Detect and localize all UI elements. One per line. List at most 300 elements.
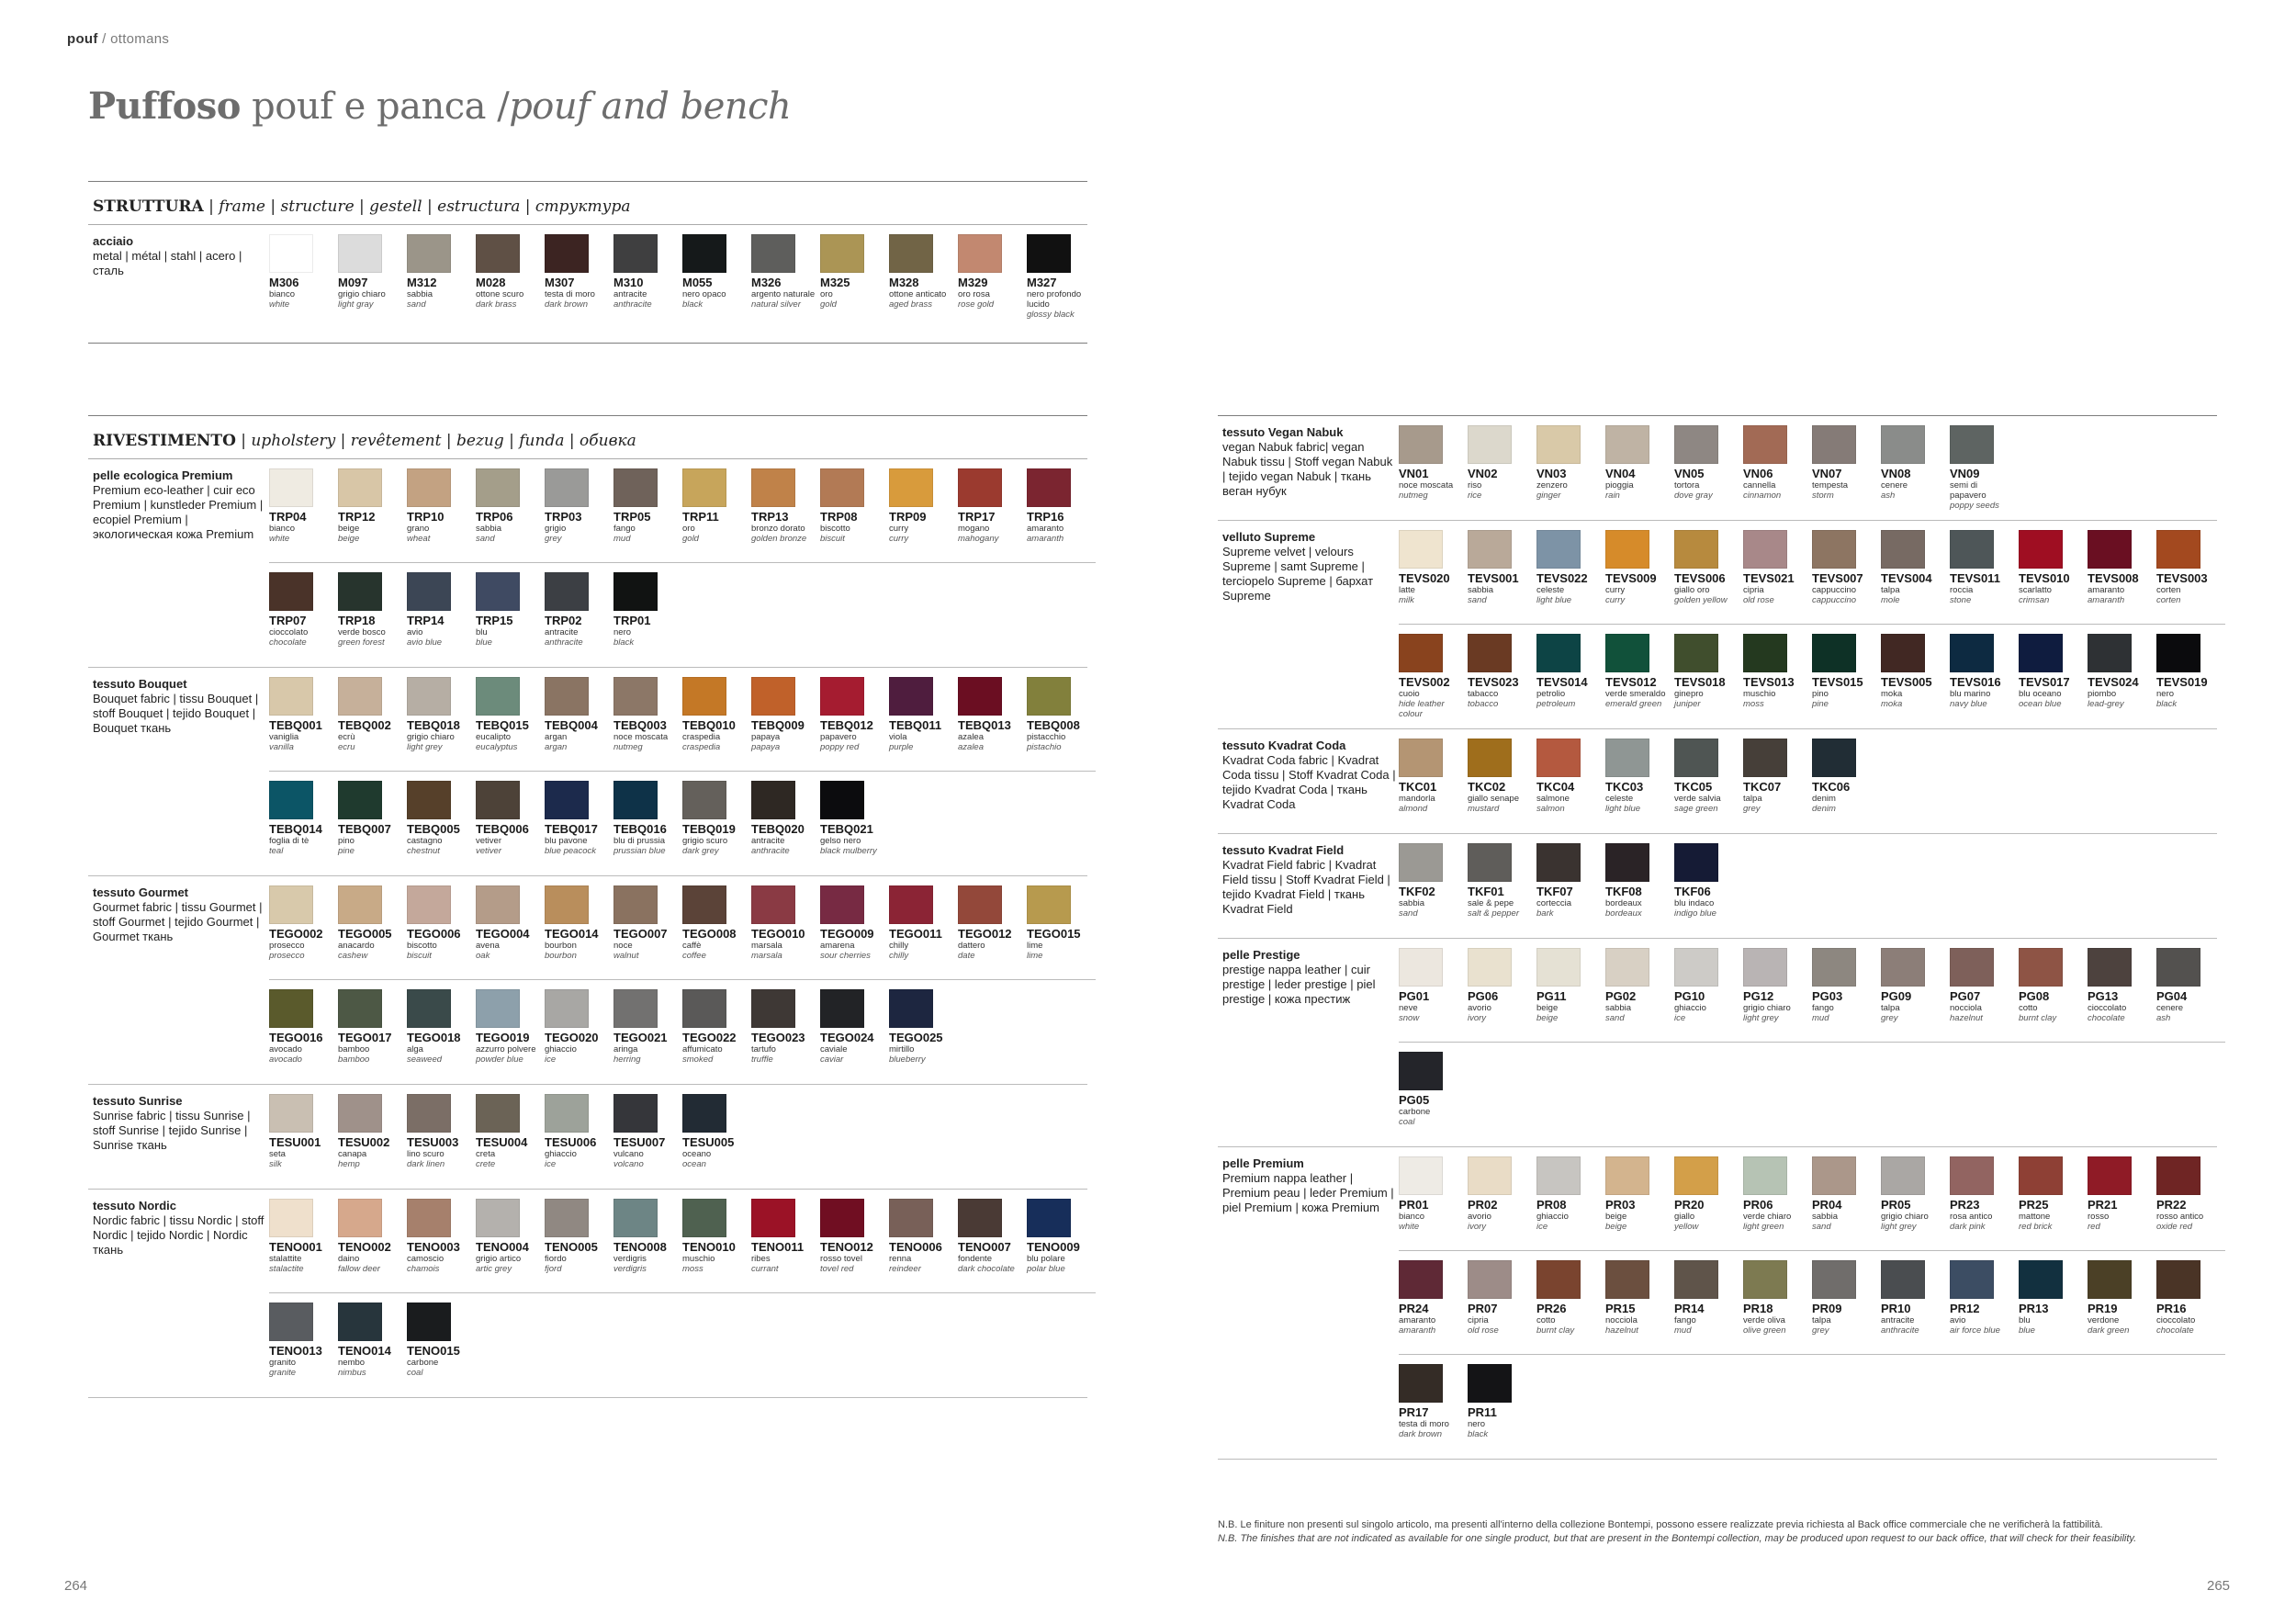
color-chip[interactable] bbox=[476, 1199, 520, 1237]
color-chip[interactable] bbox=[1950, 425, 1994, 464]
color-chip[interactable] bbox=[820, 677, 864, 716]
color-chip[interactable] bbox=[269, 1199, 313, 1237]
color-chip[interactable] bbox=[1399, 1052, 1443, 1090]
color-chip[interactable] bbox=[1536, 1156, 1581, 1195]
swatch-pr17[interactable] bbox=[1399, 1364, 1468, 1449]
swatch-pr10[interactable] bbox=[1881, 1260, 1950, 1345]
color-chip[interactable] bbox=[1399, 530, 1443, 569]
color-chip[interactable] bbox=[338, 1303, 382, 1341]
swatch-trp17[interactable] bbox=[958, 468, 1027, 553]
swatch-tevs024[interactable] bbox=[2088, 634, 2156, 719]
color-chip[interactable] bbox=[1536, 530, 1581, 569]
swatch-trp02[interactable] bbox=[545, 572, 613, 658]
swatch-pg13[interactable] bbox=[2088, 948, 2156, 1032]
swatch-tevs004[interactable] bbox=[1881, 530, 1950, 615]
color-chip[interactable] bbox=[1743, 948, 1787, 987]
swatch-tkf06[interactable] bbox=[1674, 843, 1743, 929]
color-chip[interactable] bbox=[476, 989, 520, 1028]
color-chip[interactable] bbox=[1674, 425, 1718, 464]
color-chip[interactable] bbox=[613, 1199, 658, 1237]
swatch-tego024[interactable] bbox=[820, 989, 889, 1075]
color-chip[interactable] bbox=[338, 781, 382, 819]
swatch-tkc04[interactable] bbox=[1536, 739, 1605, 824]
swatch-pg11[interactable] bbox=[1536, 948, 1605, 1032]
color-chip[interactable] bbox=[751, 989, 795, 1028]
swatch-pr11[interactable] bbox=[1468, 1364, 1536, 1449]
color-chip[interactable] bbox=[1743, 530, 1787, 569]
color-chip[interactable] bbox=[476, 572, 520, 611]
color-chip[interactable] bbox=[751, 234, 795, 273]
color-chip[interactable] bbox=[269, 781, 313, 819]
color-chip[interactable] bbox=[751, 468, 795, 507]
color-chip[interactable] bbox=[545, 885, 589, 924]
swatch-pr16[interactable] bbox=[2156, 1260, 2225, 1345]
swatch-pr21[interactable] bbox=[2088, 1156, 2156, 1241]
color-chip[interactable] bbox=[958, 677, 1002, 716]
color-chip[interactable] bbox=[1605, 739, 1649, 777]
color-chip[interactable] bbox=[1399, 1156, 1443, 1195]
swatch-pr19[interactable] bbox=[2088, 1260, 2156, 1345]
swatch-m326[interactable] bbox=[751, 234, 820, 333]
swatch-tego011[interactable] bbox=[889, 885, 958, 970]
swatch-pg09[interactable] bbox=[1881, 948, 1950, 1032]
color-chip[interactable] bbox=[407, 989, 451, 1028]
color-chip[interactable] bbox=[820, 989, 864, 1028]
swatch-tesu001[interactable] bbox=[269, 1094, 338, 1179]
swatch-vn08[interactable] bbox=[1881, 425, 1950, 511]
color-chip[interactable] bbox=[1536, 634, 1581, 672]
swatch-tevs023[interactable] bbox=[1468, 634, 1536, 719]
color-chip[interactable] bbox=[2156, 530, 2200, 569]
swatch-teno008[interactable] bbox=[613, 1199, 682, 1283]
swatch-tkf01[interactable] bbox=[1468, 843, 1536, 929]
swatch-tego014[interactable] bbox=[545, 885, 613, 970]
swatch-tesu005[interactable] bbox=[682, 1094, 751, 1179]
swatch-tevs003[interactable] bbox=[2156, 530, 2225, 615]
swatch-vn07[interactable] bbox=[1812, 425, 1881, 511]
swatch-tesu004[interactable] bbox=[476, 1094, 545, 1179]
swatch-tevs009[interactable] bbox=[1605, 530, 1674, 615]
color-chip[interactable] bbox=[1743, 739, 1787, 777]
swatch-m055[interactable] bbox=[682, 234, 751, 333]
swatch-tesu003[interactable] bbox=[407, 1094, 476, 1179]
color-chip[interactable] bbox=[889, 468, 933, 507]
color-chip[interactable] bbox=[820, 885, 864, 924]
swatch-tebq007[interactable] bbox=[338, 781, 407, 866]
swatch-pr07[interactable] bbox=[1468, 1260, 1536, 1345]
swatch-teno007[interactable] bbox=[958, 1199, 1027, 1283]
color-chip[interactable] bbox=[1399, 1364, 1443, 1403]
color-chip[interactable] bbox=[682, 468, 726, 507]
swatch-tebq003[interactable] bbox=[613, 677, 682, 761]
color-chip[interactable] bbox=[1605, 1260, 1649, 1299]
color-chip[interactable] bbox=[1674, 1260, 1718, 1299]
color-chip[interactable] bbox=[338, 468, 382, 507]
swatch-tkf07[interactable] bbox=[1536, 843, 1605, 929]
color-chip[interactable] bbox=[1468, 843, 1512, 882]
color-chip[interactable] bbox=[1536, 948, 1581, 987]
swatch-tebq012[interactable] bbox=[820, 677, 889, 761]
swatch-tego018[interactable] bbox=[407, 989, 476, 1075]
swatch-trp15[interactable] bbox=[476, 572, 545, 658]
swatch-tego023[interactable] bbox=[751, 989, 820, 1075]
swatch-trp10[interactable] bbox=[407, 468, 476, 553]
swatch-teno011[interactable] bbox=[751, 1199, 820, 1283]
color-chip[interactable] bbox=[682, 677, 726, 716]
swatch-teno003[interactable] bbox=[407, 1199, 476, 1283]
swatch-pr20[interactable] bbox=[1674, 1156, 1743, 1241]
swatch-tkc02[interactable] bbox=[1468, 739, 1536, 824]
color-chip[interactable] bbox=[889, 1199, 933, 1237]
color-chip[interactable] bbox=[338, 572, 382, 611]
color-chip[interactable] bbox=[269, 234, 313, 273]
color-chip[interactable] bbox=[2088, 1260, 2132, 1299]
swatch-trp08[interactable] bbox=[820, 468, 889, 553]
swatch-tevs017[interactable] bbox=[2019, 634, 2088, 719]
swatch-tego004[interactable] bbox=[476, 885, 545, 970]
swatch-tevs008[interactable] bbox=[2088, 530, 2156, 615]
swatch-pr06[interactable] bbox=[1743, 1156, 1812, 1241]
color-chip[interactable] bbox=[407, 885, 451, 924]
swatch-tego019[interactable] bbox=[476, 989, 545, 1075]
color-chip[interactable] bbox=[1605, 530, 1649, 569]
color-chip[interactable] bbox=[889, 885, 933, 924]
color-chip[interactable] bbox=[958, 468, 1002, 507]
swatch-tego022[interactable] bbox=[682, 989, 751, 1075]
color-chip[interactable] bbox=[407, 234, 451, 273]
color-chip[interactable] bbox=[1812, 530, 1856, 569]
color-chip[interactable] bbox=[545, 572, 589, 611]
color-chip[interactable] bbox=[269, 885, 313, 924]
swatch-trp03[interactable] bbox=[545, 468, 613, 553]
color-chip[interactable] bbox=[1950, 530, 1994, 569]
swatch-teno010[interactable] bbox=[682, 1199, 751, 1283]
color-chip[interactable] bbox=[2156, 634, 2200, 672]
swatch-teno004[interactable] bbox=[476, 1199, 545, 1283]
color-chip[interactable] bbox=[1605, 1156, 1649, 1195]
color-chip[interactable] bbox=[1027, 234, 1071, 273]
color-chip[interactable] bbox=[1743, 1260, 1787, 1299]
color-chip[interactable] bbox=[2019, 948, 2063, 987]
color-chip[interactable] bbox=[1468, 425, 1512, 464]
color-chip[interactable] bbox=[1812, 948, 1856, 987]
swatch-m327[interactable] bbox=[1027, 234, 1096, 333]
color-chip[interactable] bbox=[1536, 739, 1581, 777]
swatch-m329[interactable] bbox=[958, 234, 1027, 333]
swatch-tebq010[interactable] bbox=[682, 677, 751, 761]
swatch-tevs021[interactable] bbox=[1743, 530, 1812, 615]
swatch-tego016[interactable] bbox=[269, 989, 338, 1075]
swatch-pr03[interactable] bbox=[1605, 1156, 1674, 1241]
color-chip[interactable] bbox=[751, 1199, 795, 1237]
color-chip[interactable] bbox=[1950, 1156, 1994, 1195]
swatch-tebq002[interactable] bbox=[338, 677, 407, 761]
swatch-tesu006[interactable] bbox=[545, 1094, 613, 1179]
color-chip[interactable] bbox=[682, 234, 726, 273]
color-chip[interactable] bbox=[1468, 1364, 1512, 1403]
color-chip[interactable] bbox=[545, 989, 589, 1028]
swatch-teno002[interactable] bbox=[338, 1199, 407, 1283]
swatch-teno001[interactable] bbox=[269, 1199, 338, 1283]
swatch-pr04[interactable] bbox=[1812, 1156, 1881, 1241]
swatch-pr05[interactable] bbox=[1881, 1156, 1950, 1241]
swatch-vn04[interactable] bbox=[1605, 425, 1674, 511]
color-chip[interactable] bbox=[613, 989, 658, 1028]
swatch-tevs022[interactable] bbox=[1536, 530, 1605, 615]
swatch-vn01[interactable] bbox=[1399, 425, 1468, 511]
color-chip[interactable] bbox=[1605, 948, 1649, 987]
color-chip[interactable] bbox=[820, 781, 864, 819]
swatch-teno006[interactable] bbox=[889, 1199, 958, 1283]
swatch-tkc07[interactable] bbox=[1743, 739, 1812, 824]
color-chip[interactable] bbox=[751, 677, 795, 716]
color-chip[interactable] bbox=[682, 885, 726, 924]
color-chip[interactable] bbox=[269, 468, 313, 507]
color-chip[interactable] bbox=[476, 234, 520, 273]
swatch-tebq001[interactable] bbox=[269, 677, 338, 761]
color-chip[interactable] bbox=[1674, 530, 1718, 569]
color-chip[interactable] bbox=[682, 989, 726, 1028]
swatch-teno013[interactable] bbox=[269, 1303, 338, 1388]
color-chip[interactable] bbox=[407, 781, 451, 819]
swatch-pr14[interactable] bbox=[1674, 1260, 1743, 1345]
color-chip[interactable] bbox=[338, 677, 382, 716]
color-chip[interactable] bbox=[1027, 1199, 1071, 1237]
swatch-m312[interactable] bbox=[407, 234, 476, 333]
color-chip[interactable] bbox=[1812, 425, 1856, 464]
swatch-pr23[interactable] bbox=[1950, 1156, 2019, 1241]
swatch-tego017[interactable] bbox=[338, 989, 407, 1075]
swatch-pg10[interactable] bbox=[1674, 948, 1743, 1032]
color-chip[interactable] bbox=[1812, 1156, 1856, 1195]
swatch-tevs010[interactable] bbox=[2019, 530, 2088, 615]
color-chip[interactable] bbox=[2019, 634, 2063, 672]
color-chip[interactable] bbox=[1743, 1156, 1787, 1195]
swatch-tesu007[interactable] bbox=[613, 1094, 682, 1179]
swatch-pr15[interactable] bbox=[1605, 1260, 1674, 1345]
swatch-tevs014[interactable] bbox=[1536, 634, 1605, 719]
swatch-vn09[interactable] bbox=[1950, 425, 2019, 511]
color-chip[interactable] bbox=[2019, 1156, 2063, 1195]
color-chip[interactable] bbox=[1674, 634, 1718, 672]
color-chip[interactable] bbox=[545, 1199, 589, 1237]
color-chip[interactable] bbox=[338, 885, 382, 924]
color-chip[interactable] bbox=[613, 781, 658, 819]
swatch-teno014[interactable] bbox=[338, 1303, 407, 1388]
color-chip[interactable] bbox=[2156, 1156, 2200, 1195]
swatch-tevs006[interactable] bbox=[1674, 530, 1743, 615]
color-chip[interactable] bbox=[1468, 948, 1512, 987]
swatch-tesu002[interactable] bbox=[338, 1094, 407, 1179]
swatch-pg02[interactable] bbox=[1605, 948, 1674, 1032]
color-chip[interactable] bbox=[682, 1094, 726, 1133]
swatch-tego015[interactable] bbox=[1027, 885, 1096, 970]
color-chip[interactable] bbox=[1399, 948, 1443, 987]
swatch-pg08[interactable] bbox=[2019, 948, 2088, 1032]
color-chip[interactable] bbox=[2019, 1260, 2063, 1299]
swatch-tkf08[interactable] bbox=[1605, 843, 1674, 929]
color-chip[interactable] bbox=[407, 468, 451, 507]
color-chip[interactable] bbox=[269, 1303, 313, 1341]
swatch-tevs016[interactable] bbox=[1950, 634, 2019, 719]
swatch-pr25[interactable] bbox=[2019, 1156, 2088, 1241]
swatch-tego002[interactable] bbox=[269, 885, 338, 970]
color-chip[interactable] bbox=[545, 1094, 589, 1133]
swatch-pr12[interactable] bbox=[1950, 1260, 2019, 1345]
swatch-tevs012[interactable] bbox=[1605, 634, 1674, 719]
color-chip[interactable] bbox=[1536, 843, 1581, 882]
color-chip[interactable] bbox=[1743, 425, 1787, 464]
color-chip[interactable] bbox=[1468, 530, 1512, 569]
swatch-trp04[interactable] bbox=[269, 468, 338, 553]
color-chip[interactable] bbox=[338, 234, 382, 273]
swatch-pr02[interactable] bbox=[1468, 1156, 1536, 1241]
swatch-tevs018[interactable] bbox=[1674, 634, 1743, 719]
color-chip[interactable] bbox=[1536, 1260, 1581, 1299]
color-chip[interactable] bbox=[407, 677, 451, 716]
swatch-tebq015[interactable] bbox=[476, 677, 545, 761]
swatch-m097[interactable] bbox=[338, 234, 407, 333]
swatch-pg03[interactable] bbox=[1812, 948, 1881, 1032]
color-chip[interactable] bbox=[1881, 634, 1925, 672]
color-chip[interactable] bbox=[1468, 1156, 1512, 1195]
color-chip[interactable] bbox=[407, 1199, 451, 1237]
color-chip[interactable] bbox=[1468, 1260, 1512, 1299]
swatch-tebq020[interactable] bbox=[751, 781, 820, 866]
swatch-vn03[interactable] bbox=[1536, 425, 1605, 511]
color-chip[interactable] bbox=[958, 885, 1002, 924]
swatch-tebq004[interactable] bbox=[545, 677, 613, 761]
swatch-tevs001[interactable] bbox=[1468, 530, 1536, 615]
color-chip[interactable] bbox=[1881, 530, 1925, 569]
swatch-pr08[interactable] bbox=[1536, 1156, 1605, 1241]
swatch-tebq005[interactable] bbox=[407, 781, 476, 866]
swatch-tego008[interactable] bbox=[682, 885, 751, 970]
color-chip[interactable] bbox=[1027, 885, 1071, 924]
color-chip[interactable] bbox=[889, 989, 933, 1028]
color-chip[interactable] bbox=[1399, 425, 1443, 464]
color-chip[interactable] bbox=[1812, 634, 1856, 672]
swatch-pr01[interactable] bbox=[1399, 1156, 1468, 1241]
swatch-tkc05[interactable] bbox=[1674, 739, 1743, 824]
swatch-trp18[interactable] bbox=[338, 572, 407, 658]
color-chip[interactable] bbox=[2088, 530, 2132, 569]
color-chip[interactable] bbox=[2088, 634, 2132, 672]
color-chip[interactable] bbox=[545, 234, 589, 273]
swatch-tevs011[interactable] bbox=[1950, 530, 2019, 615]
color-chip[interactable] bbox=[1881, 425, 1925, 464]
color-chip[interactable] bbox=[1743, 634, 1787, 672]
swatch-tebq014[interactable] bbox=[269, 781, 338, 866]
color-chip[interactable] bbox=[613, 468, 658, 507]
color-chip[interactable] bbox=[1605, 843, 1649, 882]
swatch-tego005[interactable] bbox=[338, 885, 407, 970]
color-chip[interactable] bbox=[751, 781, 795, 819]
swatch-pr13[interactable] bbox=[2019, 1260, 2088, 1345]
swatch-trp11[interactable] bbox=[682, 468, 751, 553]
color-chip[interactable] bbox=[1881, 948, 1925, 987]
color-chip[interactable] bbox=[682, 1199, 726, 1237]
swatch-pr09[interactable] bbox=[1812, 1260, 1881, 1345]
swatch-tego020[interactable] bbox=[545, 989, 613, 1075]
color-chip[interactable] bbox=[476, 781, 520, 819]
color-chip[interactable] bbox=[820, 1199, 864, 1237]
swatch-trp09[interactable] bbox=[889, 468, 958, 553]
color-chip[interactable] bbox=[613, 572, 658, 611]
color-chip[interactable] bbox=[1468, 634, 1512, 672]
color-chip[interactable] bbox=[682, 781, 726, 819]
color-chip[interactable] bbox=[476, 677, 520, 716]
swatch-tego021[interactable] bbox=[613, 989, 682, 1075]
swatch-vn02[interactable] bbox=[1468, 425, 1536, 511]
swatch-m328[interactable] bbox=[889, 234, 958, 333]
swatch-pg12[interactable] bbox=[1743, 948, 1812, 1032]
color-chip[interactable] bbox=[338, 989, 382, 1028]
color-chip[interactable] bbox=[545, 677, 589, 716]
swatch-trp12[interactable] bbox=[338, 468, 407, 553]
swatch-m307[interactable] bbox=[545, 234, 613, 333]
swatch-tkc03[interactable] bbox=[1605, 739, 1674, 824]
color-chip[interactable] bbox=[1605, 634, 1649, 672]
color-chip[interactable] bbox=[545, 468, 589, 507]
swatch-m306[interactable] bbox=[269, 234, 338, 333]
color-chip[interactable] bbox=[407, 1094, 451, 1133]
swatch-trp07[interactable] bbox=[269, 572, 338, 658]
swatch-teno005[interactable] bbox=[545, 1199, 613, 1283]
swatch-pr26[interactable] bbox=[1536, 1260, 1605, 1345]
swatch-tevs007[interactable] bbox=[1812, 530, 1881, 615]
color-chip[interactable] bbox=[338, 1094, 382, 1133]
color-chip[interactable] bbox=[1027, 677, 1071, 716]
swatch-tevs020[interactable] bbox=[1399, 530, 1468, 615]
color-chip[interactable] bbox=[2156, 948, 2200, 987]
color-chip[interactable] bbox=[958, 234, 1002, 273]
swatch-tego025[interactable] bbox=[889, 989, 958, 1075]
color-chip[interactable] bbox=[1674, 843, 1718, 882]
color-chip[interactable] bbox=[1812, 739, 1856, 777]
swatch-pr22[interactable] bbox=[2156, 1156, 2225, 1241]
color-chip[interactable] bbox=[476, 1094, 520, 1133]
swatch-trp13[interactable] bbox=[751, 468, 820, 553]
color-chip[interactable] bbox=[1950, 1260, 1994, 1299]
color-chip[interactable] bbox=[1812, 1260, 1856, 1299]
color-chip[interactable] bbox=[545, 781, 589, 819]
swatch-trp16[interactable] bbox=[1027, 468, 1096, 553]
swatch-teno012[interactable] bbox=[820, 1199, 889, 1283]
swatch-tebq018[interactable] bbox=[407, 677, 476, 761]
color-chip[interactable] bbox=[1674, 739, 1718, 777]
color-chip[interactable] bbox=[1950, 948, 1994, 987]
swatch-trp14[interactable] bbox=[407, 572, 476, 658]
swatch-tego010[interactable] bbox=[751, 885, 820, 970]
color-chip[interactable] bbox=[1881, 1260, 1925, 1299]
color-chip[interactable] bbox=[613, 234, 658, 273]
swatch-tebq021[interactable] bbox=[820, 781, 889, 866]
color-chip[interactable] bbox=[407, 1303, 451, 1341]
color-chip[interactable] bbox=[613, 885, 658, 924]
swatch-tebq008[interactable] bbox=[1027, 677, 1096, 761]
swatch-pg06[interactable] bbox=[1468, 948, 1536, 1032]
swatch-tevs002[interactable] bbox=[1399, 634, 1468, 719]
color-chip[interactable] bbox=[2019, 530, 2063, 569]
color-chip[interactable] bbox=[1399, 843, 1443, 882]
color-chip[interactable] bbox=[269, 1094, 313, 1133]
color-chip[interactable] bbox=[1674, 1156, 1718, 1195]
swatch-tebq016[interactable] bbox=[613, 781, 682, 866]
color-chip[interactable] bbox=[889, 234, 933, 273]
color-chip[interactable] bbox=[1950, 634, 1994, 672]
swatch-tebq013[interactable] bbox=[958, 677, 1027, 761]
